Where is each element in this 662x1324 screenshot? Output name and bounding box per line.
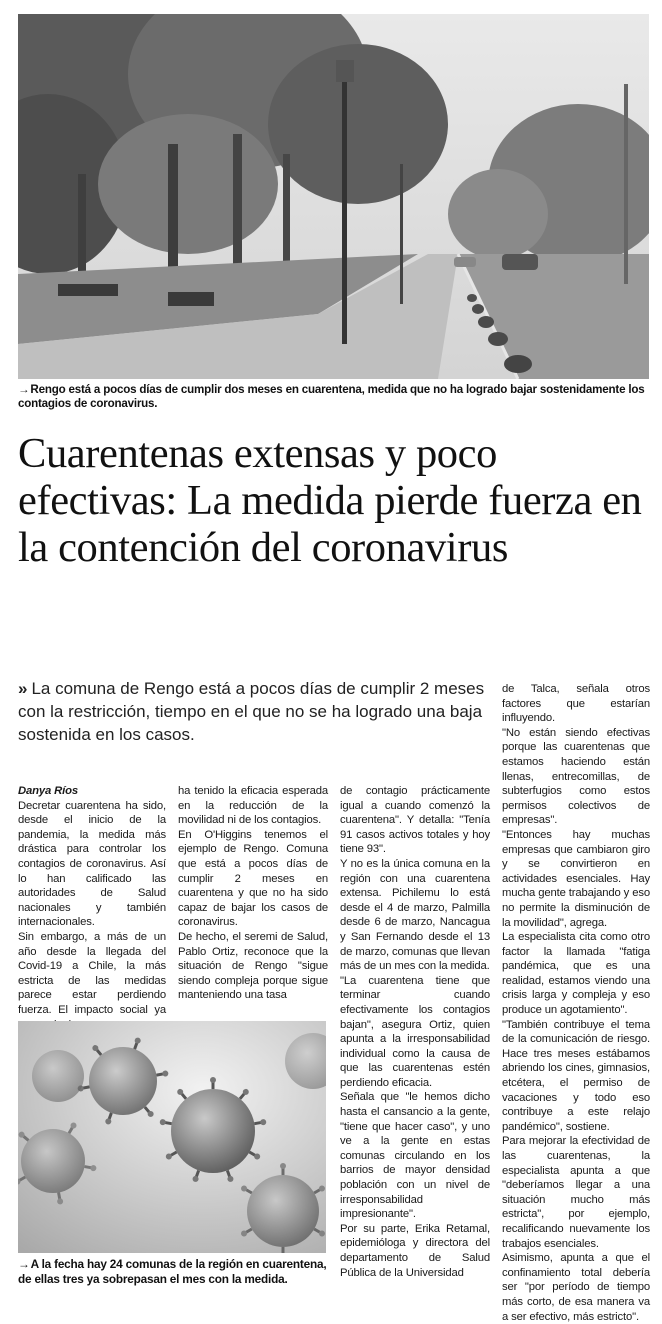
paragraph: ha tenido la eficacia esperada en la reducción de la movilidad ni de los contagios. [178,785,328,827]
arrow-right-icon: → [18,1257,30,1271]
article-column-2 [178,784,328,1003]
lead-paragraph [18,677,488,746]
paragraph: Sin embargo, a más de un año desde la llegada del Covid-19 a Chile, la más estricta de las medidas parece estar perdiendo fuerza. El impacto social ya [18,930,166,1016]
paragraph: Asimismo, apunta a que el confinamiento total debería ser "por período de tiempo más corto, de esa manera va a ser efectivo, más estricto". [502,1252,650,1323]
paragraph: Decretar cuarentena ha sido, desde el inicio de la pandemia, la medida más drástica para controlar los contagios de coronavirus. Así lo han calificado las autoridades de Salud nacionales y también internacionales. [18,799,166,929]
arrow-right-icon: → [18,383,30,396]
paragraph: Y no es la única comuna en la región con una cuarentena extensa. Pichilemu lo está desde el 4 de marzo, Palmilla desde 6 de marzo, Nancagua y San Fernando desde el 13 de marzo, comunas que llevan más de un mes con la medida. [340,857,490,973]
paragraph: Señala que "le hemos dicho hasta el cansancio a la gente, "tiene que hacer caso", y uno ve a la gente en estas comunas circulando en los barrios de mayor densidad población con un nivel de irresponsabilidad impresionante". [340,1091,490,1221]
paragraph: Para mejorar la efectividad de las cuarentenas, la especialista apunta a que "deberíamos llegar a una situación mucho más estricta", por ejemplo, recalificando nuevamente los trabajos esenciales. [502,1135,650,1250]
paragraph: de Talca, señala otros factores que estarían influyendo. [502,683,650,725]
paragraph: De hecho, el seremi de Salud, Pablo Ortiz, reconoce que la situación de Rengo "sigue siendo compleja porque sigue manteniendo una tasa [178,930,328,1002]
byline: Danya Ríos [18,785,79,797]
article-column-3 [340,784,490,1280]
paragraph: "No están siendo efectivas porque las cuarentenas que estamos haciendo están llenas, entrecomillas, de subterfugios como estos permisos colectivos de empresas". [502,726,650,827]
article-column-4 [502,682,650,1324]
article-column-1 [18,784,166,1032]
lead-text: La comuna de Rengo está a pocos días de cumplir 2 meses con la restricción, tiempo en el que no se ha logrado una baja sostenida en los casos. [18,679,485,744]
main-photo-caption-text: Rengo está a pocos días de cumplir dos meses en cuarentena, medida que no ha logrado bajar sostenidamente los contagios de coronavirus. [18,383,645,410]
street-photo [18,14,649,379]
double-chevron-icon: » [18,679,28,698]
main-photo-caption [18,383,650,411]
paragraph: Por su parte, Erika Retamal, epidemióloga y directora del departamento de Salud Pública de la Universidad [340,1222,490,1279]
paragraph: La especialista cita como otro factor la llamada "fatiga pandémica, que es una realidad, estamos viendo una crisis larga y compleja y eso produce un agotamiento". [502,931,650,1017]
paragraph: "La cuarentena tiene que terminar cuando efectivamente los contagios bajan", asegura Ortiz, quien apunta a la irresponsabilidad individual como la causa de que las cuarentenas estén perdiendo eficacia. [340,974,490,1089]
paragraph: "También contribuye el tema de la comunicación de riesgo. Hace tres meses estábamos abriendo los cines, gimnasios, etcétera, el permiso de vacaciones y todo eso contribuye a este relajo pandémico", sostiene. [502,1018,650,1133]
virus-photo-caption-text: A la fecha hay 24 comunas de la región en cuarentena, de ellas tres ya sobrepasan el mes con la medida. [18,1257,327,1286]
headline: Cuarentenas extensas y poco efectivas: La medida pierde fuerza en la contención del coronavirus [18,430,642,571]
paragraph: En O'Higgins tenemos el ejemplo de Rengo. Comuna que está a pocos días de cumplir 2 meses en cuarentena y que no ha sido capaz de bajar los casos de coronavirus. [178,828,328,929]
paragraph: "Entonces hay muchas empresas que cambiaron giro y se convirtieron en actividades esenciales. Hay mucha gente trabajando y eso no permite la disminución de la movilidad", agrega. [502,828,650,929]
paragraph: de contagio prácticamente igual a cuando comenzó la cuarentena". Y detalla: "Tenía 91 casos activos totales y hoy tiene 93". [340,785,490,856]
virus-photo-caption [18,1257,330,1286]
virus-photo [18,1021,326,1253]
